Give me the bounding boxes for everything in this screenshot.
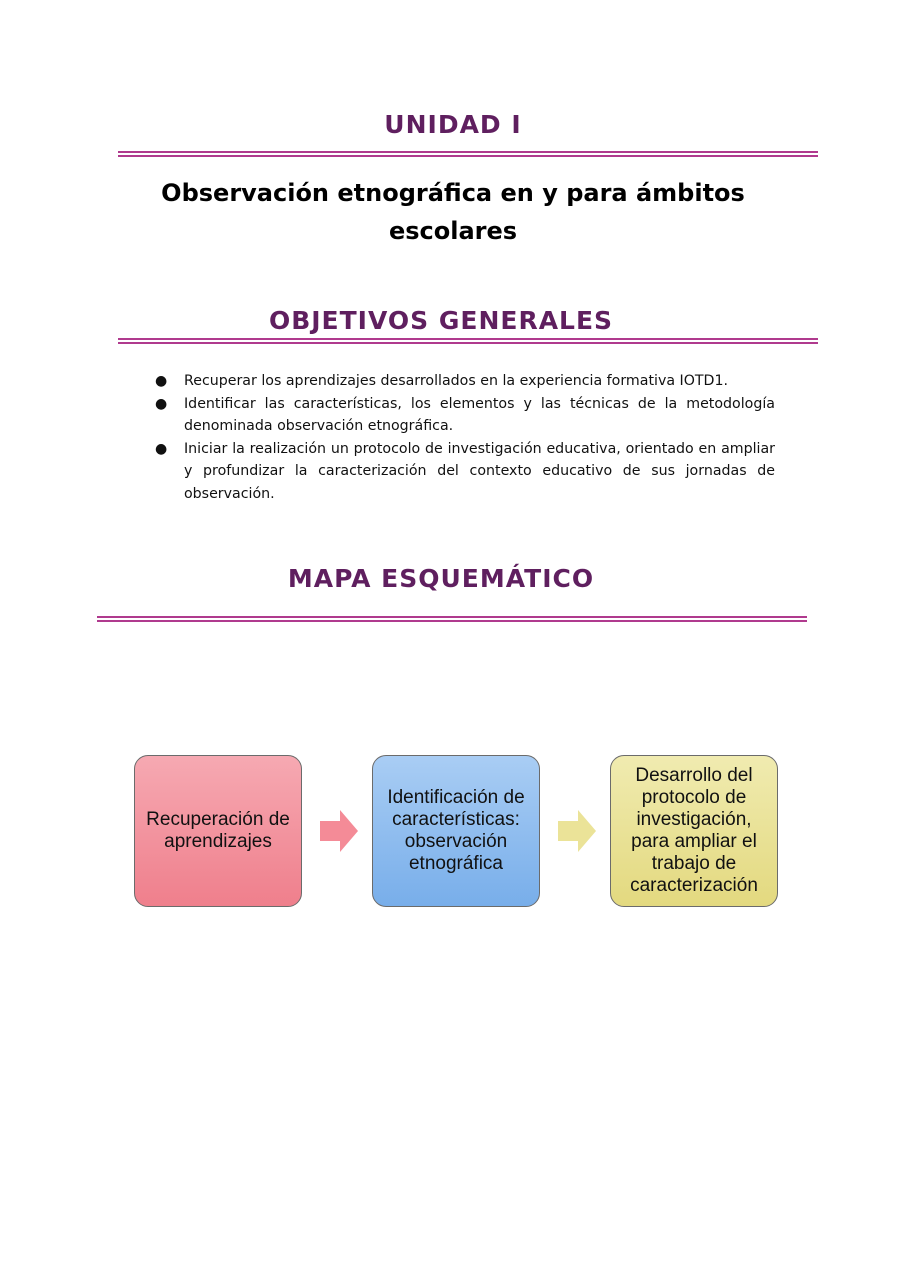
step-label: Recuperación de aprendizajes: [146, 809, 290, 852]
objective-item: [155, 393, 775, 438]
objective-text: Iniciar la realización un protocolo de investigación educativa, orientado en ampliar y profundizar la caracterización del contexto educativo de sus jornadas de observación.: [184, 440, 775, 502]
objectives-rule: [118, 338, 818, 344]
map-heading: MAPA ESQUEMÁTICO: [287, 564, 595, 593]
step-box-identification: [372, 755, 540, 907]
bullet-icon: ●: [155, 373, 168, 389]
bullet-icon: ●: [155, 440, 168, 457]
step-box-recovery: [134, 755, 302, 907]
map-rule: [97, 616, 807, 622]
bullet-icon: ●: [155, 395, 168, 412]
unit-title-rule: [118, 151, 818, 157]
objective-text: Identificar las características, los elementos y las técnicas de la metodología denominada observación etnográfica.: [184, 395, 775, 434]
unit-title: UNIDAD I: [384, 110, 522, 139]
arrow-right-icon: [320, 810, 358, 852]
step-label: Identificación de características: observación etnográfica: [387, 787, 525, 874]
objective-item: [155, 370, 775, 393]
objectives-heading: OBJETIVOS GENERALES: [268, 306, 614, 335]
step-box-development: [610, 755, 778, 907]
page-subtitle: Observación etnográfica en y para ámbitos escolares: [161, 179, 745, 245]
step-label: Desarrollo del protocolo de investigación, para ampliar el trabajo de caracterización: [630, 765, 758, 896]
objective-item: [155, 438, 775, 506]
objective-text: Recuperar los aprendizajes desarrollados en la experiencia formativa IOTD1.: [184, 373, 729, 389]
objectives-list: [155, 370, 775, 505]
arrow-right-icon: [558, 810, 596, 852]
